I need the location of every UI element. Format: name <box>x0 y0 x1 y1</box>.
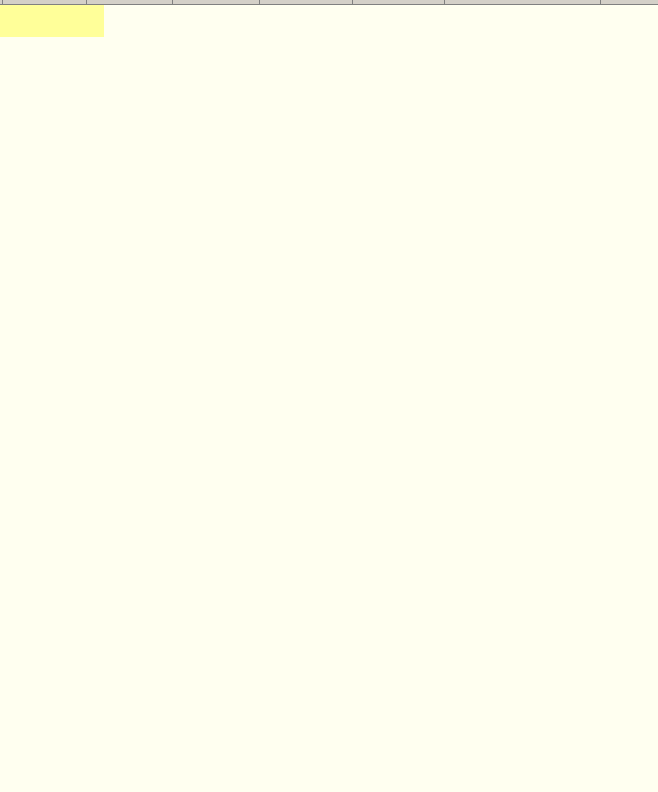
selection-highlight <box>0 5 104 37</box>
